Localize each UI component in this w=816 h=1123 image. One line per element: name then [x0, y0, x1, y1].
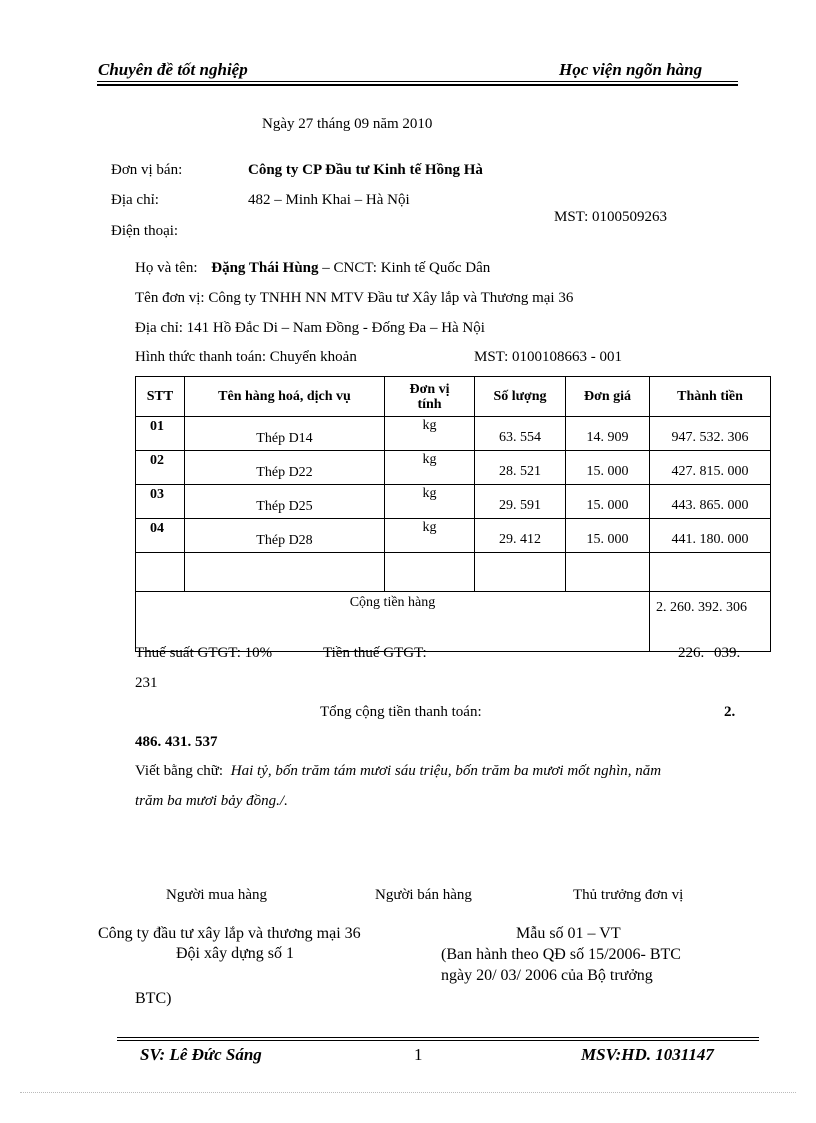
cell-unit: kg	[385, 519, 475, 553]
cell-empty	[185, 553, 385, 592]
header-right: Học viện ngõn hàng	[559, 60, 703, 79]
seller-unit-label: Đơn vị bán:	[111, 162, 183, 178]
cell-price: 15. 000	[566, 451, 650, 485]
in-words-line1	[135, 763, 661, 780]
cell-qty: 28. 521	[475, 451, 566, 485]
seller-tax-code: MST: 0100509263	[554, 209, 668, 225]
col-header-qty: Số lượng	[475, 377, 566, 417]
grand-total-label: Tổng cộng tiền thanh toán:	[320, 704, 482, 720]
footer-rule-top	[117, 1037, 759, 1038]
total-label: Cộng tiền hàng	[136, 592, 650, 652]
cell-stt: 01	[136, 417, 185, 451]
cell-price: 15. 000	[566, 519, 650, 553]
total-value: 2. 260. 392. 306	[650, 592, 771, 652]
seller-phone-label: Điện thoại:	[111, 223, 179, 239]
signature-head: Thủ trưởng đơn vị	[573, 887, 684, 903]
cell-amount: 427. 815. 000	[650, 451, 771, 485]
buyer-name-suffix: – CNCT: Kinh tế Quốc Dân	[318, 260, 491, 276]
cell-amount: 441. 180. 000	[650, 519, 771, 553]
seller-unit-value: Công ty CP Đầu tư Kinh tế Hồng Hà	[248, 162, 483, 178]
form-company: Công ty đầu tư xây lắp và thương mại 36	[98, 925, 361, 942]
col-header-stt: STT	[136, 377, 185, 417]
buyer-name-label: Họ và tên:	[135, 260, 198, 276]
table-header-row	[136, 377, 771, 417]
grand-total-value-line2: 486. 431. 537	[135, 734, 218, 750]
col-header-name: Tên hàng hoá, dịch vụ	[185, 377, 385, 417]
table-total-row	[136, 592, 771, 652]
in-words-text-1: Hai tỷ, bốn trăm tám mươi sáu triệu, bốn trăm ba mươi mốt nghìn, năm	[230, 763, 662, 779]
form-number: Mẫu số 01 – VT	[516, 925, 621, 942]
buyer-name-line	[135, 260, 490, 277]
footer-page-number: 1	[414, 1045, 423, 1064]
cell-empty	[650, 553, 771, 592]
table-row	[136, 451, 771, 485]
col-header-amount: Thành tiền	[650, 377, 771, 417]
signature-buyer: Người mua hàng	[166, 887, 268, 903]
cell-empty	[136, 553, 185, 592]
cell-amount: 947. 532. 306	[650, 417, 771, 451]
footer-student-id: MSV:HD. 1031147	[581, 1045, 714, 1064]
footer-rule-bottom	[117, 1040, 759, 1041]
cell-amount: 443. 865. 000	[650, 485, 771, 519]
table-row	[136, 417, 771, 451]
table-row-empty	[136, 553, 771, 592]
table-row	[136, 519, 771, 553]
col-header-price: Đơn giá	[566, 377, 650, 417]
cell-empty	[566, 553, 650, 592]
cell-qty: 63. 554	[475, 417, 566, 451]
grand-total-value-line1: 2.	[724, 704, 736, 720]
cell-unit: kg	[385, 485, 475, 519]
form-team: Đội xây dựng số 1	[176, 945, 294, 962]
cell-empty	[475, 553, 566, 592]
cell-name: Thép D25	[185, 485, 385, 519]
seller-address-label: Địa chỉ:	[111, 192, 159, 208]
items-table	[135, 376, 771, 652]
cell-qty: 29. 591	[475, 485, 566, 519]
cell-stt: 02	[136, 451, 185, 485]
header-rule-top	[97, 81, 738, 82]
vat-tax-value-line2: 231	[135, 675, 158, 691]
cell-unit: kg	[385, 417, 475, 451]
cell-stt: 04	[136, 519, 185, 553]
invoice-date: Ngày 27 tháng 09 năm 2010	[262, 116, 433, 132]
buyer-payment-line: Hình thức thanh toán: Chuyển khoản	[135, 349, 357, 365]
buyer-unit-line: Tên đơn vị: Công ty TNHH NN MTV Đầu tư Xây lắp và Thương mại 36	[135, 290, 574, 306]
buyer-tax-code: MST: 0100108663 - 001	[474, 349, 623, 365]
cell-name: Thép D22	[185, 451, 385, 485]
signature-seller: Người bán hàng	[375, 887, 472, 903]
cell-empty	[385, 553, 475, 592]
cell-price: 15. 000	[566, 485, 650, 519]
vat-rate: Thuế suất GTGT: 10%	[135, 645, 273, 661]
cell-name: Thép D28	[185, 519, 385, 553]
vat-tax-value-line1: 226. 039.	[678, 645, 741, 661]
seller-address-value: 482 – Minh Khai – Hà Nội	[248, 192, 410, 208]
table-row	[136, 485, 771, 519]
col-header-unit: Đơn vị tính	[385, 377, 475, 417]
form-decree-line1: (Ban hành theo QĐ số 15/2006- BTC	[441, 946, 681, 963]
form-decree-line3: BTC)	[135, 990, 172, 1007]
page-bottom-dotted-line	[20, 1092, 796, 1093]
in-words-text-2: trăm ba mươi bảy đồng./.	[135, 793, 288, 809]
cell-stt: 03	[136, 485, 185, 519]
footer-student: SV: Lê Đức Sáng	[140, 1045, 262, 1064]
header-rule-bottom	[97, 84, 738, 86]
vat-tax-label: Tiền thuế GTGT:	[323, 645, 427, 661]
cell-price: 14. 909	[566, 417, 650, 451]
cell-qty: 29. 412	[475, 519, 566, 553]
buyer-name-value: Đặng Thái Hùng	[211, 260, 319, 276]
header-left: Chuyên đề tốt nghiệp	[98, 60, 248, 79]
in-words-label: Viết bằng chữ:	[135, 763, 224, 779]
cell-unit: kg	[385, 451, 475, 485]
buyer-address-line: Địa chỉ: 141 Hồ Đắc Di – Nam Đồng - Đống Đa – Hà Nội	[135, 320, 485, 336]
form-decree-line2: ngày 20/ 03/ 2006 của Bộ trưởng	[441, 967, 653, 984]
cell-name: Thép D14	[185, 417, 385, 451]
